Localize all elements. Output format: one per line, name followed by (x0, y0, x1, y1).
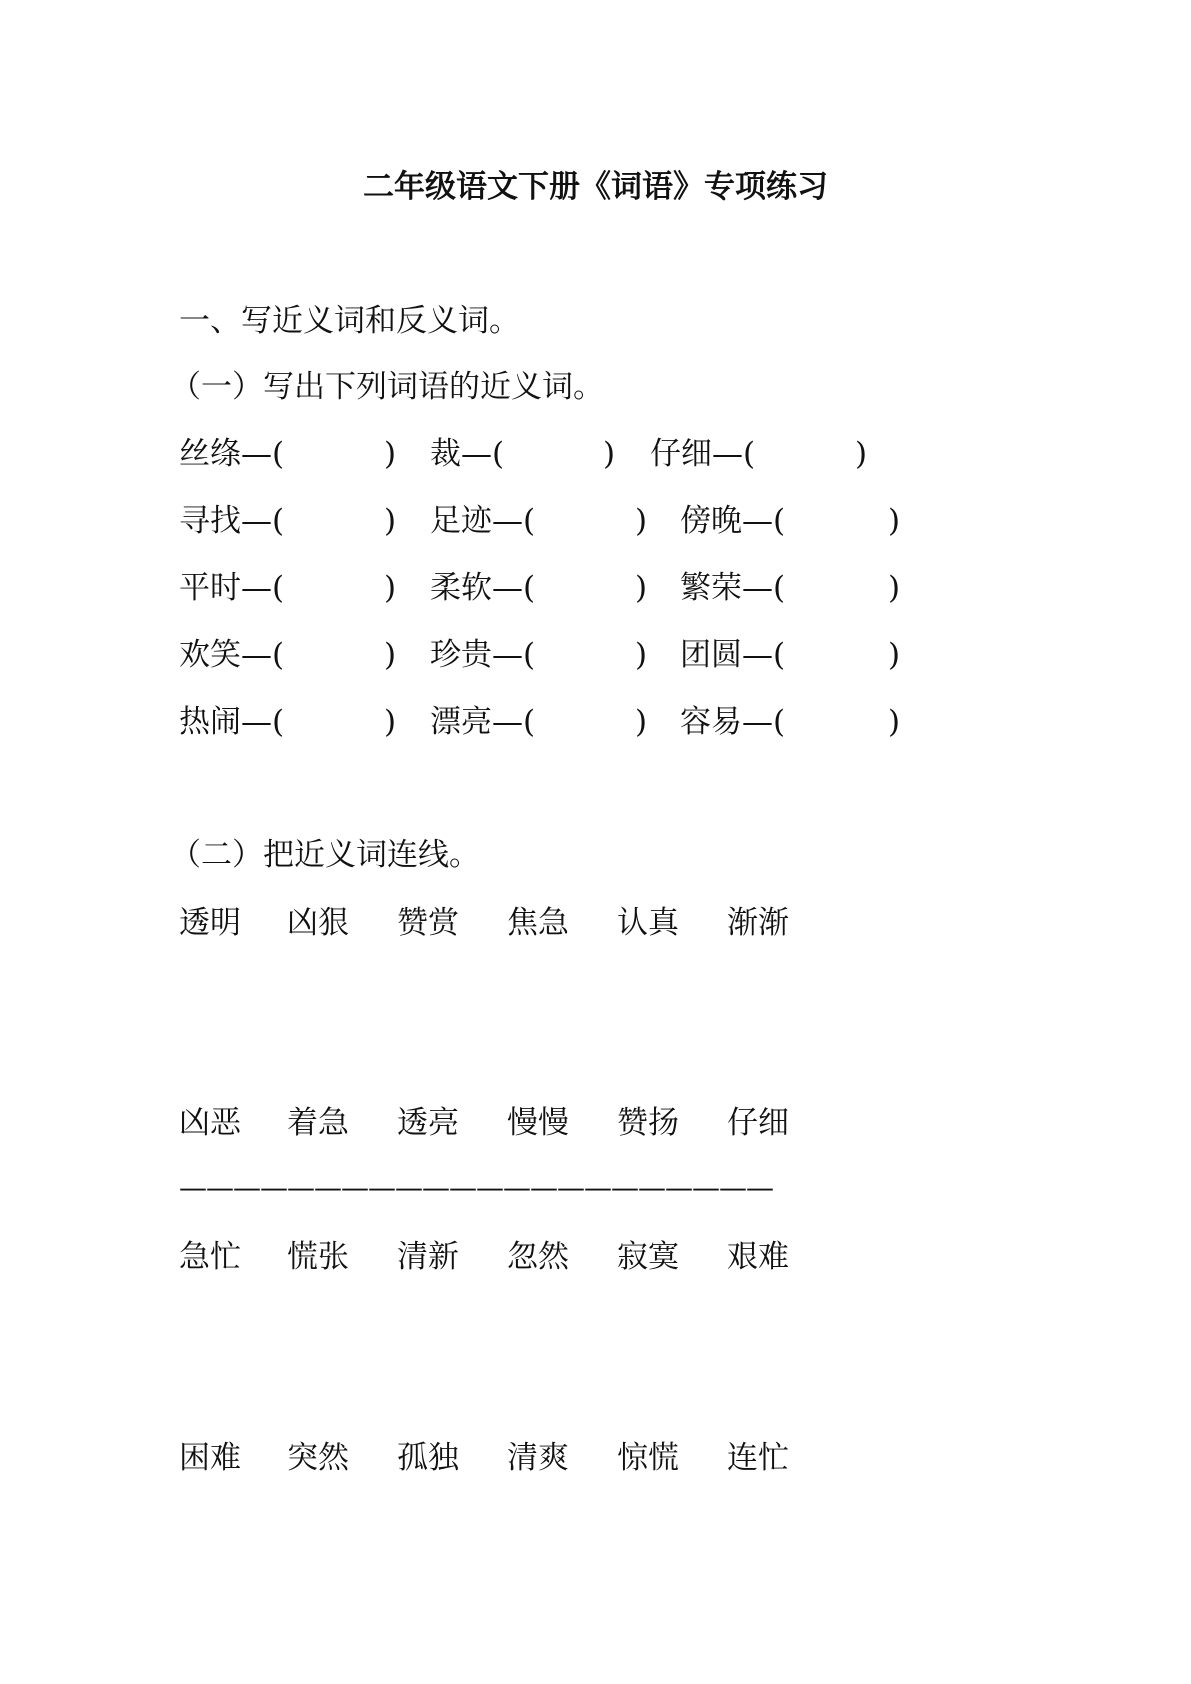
match-word[interactable]: 凶恶 (179, 1105, 241, 1141)
answer-blank-close: ) (888, 637, 901, 673)
match-word[interactable]: 着急 (287, 1105, 349, 1141)
match-word[interactable]: 赞扬 (617, 1105, 679, 1141)
answer-blank-close: ) (603, 436, 616, 472)
match-word[interactable]: 突然 (287, 1440, 349, 1476)
answer-blank-close: ) (635, 637, 648, 673)
answer-blank-close: ) (384, 637, 397, 673)
match-word[interactable]: 仔细 (727, 1105, 789, 1141)
match-word[interactable]: 赞赏 (397, 905, 459, 941)
answer-blank-close: ) (888, 503, 901, 539)
word-prompt: 繁荣—( (680, 570, 786, 606)
match-word[interactable]: 透亮 (397, 1105, 459, 1141)
separator-line: —————————————————————— (179, 1171, 773, 1204)
match-word[interactable]: 惊慌 (617, 1440, 679, 1476)
word-prompt: 傍晚—( (680, 503, 786, 539)
subsection-heading: （二）把近义词连线。 (170, 837, 480, 873)
match-word[interactable]: 慢慢 (507, 1105, 569, 1141)
match-word[interactable]: 寂寞 (617, 1239, 679, 1275)
answer-blank-close: ) (384, 436, 397, 472)
answer-blank-close: ) (855, 436, 868, 472)
match-word[interactable]: 慌张 (287, 1239, 349, 1275)
match-word[interactable]: 认真 (617, 905, 679, 941)
match-word[interactable]: 清新 (397, 1239, 459, 1275)
match-word[interactable]: 清爽 (507, 1440, 569, 1476)
word-prompt: 团圆—( (680, 637, 786, 673)
word-prompt: 柔软—( (430, 570, 536, 606)
word-prompt: 珍贵—( (430, 637, 536, 673)
word-prompt: 仔细—( (650, 436, 756, 472)
word-prompt: 丝绦—( (179, 436, 285, 472)
word-prompt: 平时—( (179, 570, 285, 606)
match-word[interactable]: 急忙 (179, 1239, 241, 1275)
word-prompt: 裁—( (430, 436, 505, 472)
match-word[interactable]: 透明 (179, 905, 241, 941)
match-word[interactable]: 困难 (179, 1440, 241, 1476)
word-prompt: 欢笑—( (179, 637, 285, 673)
section-heading: 一、写近义词和反义词。 (179, 303, 520, 339)
match-word[interactable]: 孤独 (397, 1440, 459, 1476)
answer-blank-close: ) (635, 570, 648, 606)
match-word[interactable]: 渐渐 (727, 905, 789, 941)
match-word[interactable]: 忽然 (507, 1239, 569, 1275)
answer-blank-close: ) (384, 503, 397, 539)
answer-blank-close: ) (635, 704, 648, 740)
subsection-heading: （一）写出下列词语的近义词。 (170, 369, 604, 405)
word-prompt: 热闹—( (179, 704, 285, 740)
match-word[interactable]: 凶狠 (287, 905, 349, 941)
answer-blank-close: ) (635, 503, 648, 539)
word-prompt: 寻找—( (179, 503, 285, 539)
page-title: 二年级语文下册《词语》专项练习 (363, 169, 828, 205)
answer-blank-close: ) (888, 570, 901, 606)
match-word[interactable]: 焦急 (507, 905, 569, 941)
answer-blank-close: ) (888, 704, 901, 740)
match-word[interactable]: 连忙 (727, 1440, 789, 1476)
word-prompt: 容易—( (680, 704, 786, 740)
word-prompt: 漂亮—( (430, 704, 536, 740)
answer-blank-close: ) (384, 570, 397, 606)
match-word[interactable]: 艰难 (727, 1239, 789, 1275)
answer-blank-close: ) (384, 704, 397, 740)
word-prompt: 足迹—( (430, 503, 536, 539)
